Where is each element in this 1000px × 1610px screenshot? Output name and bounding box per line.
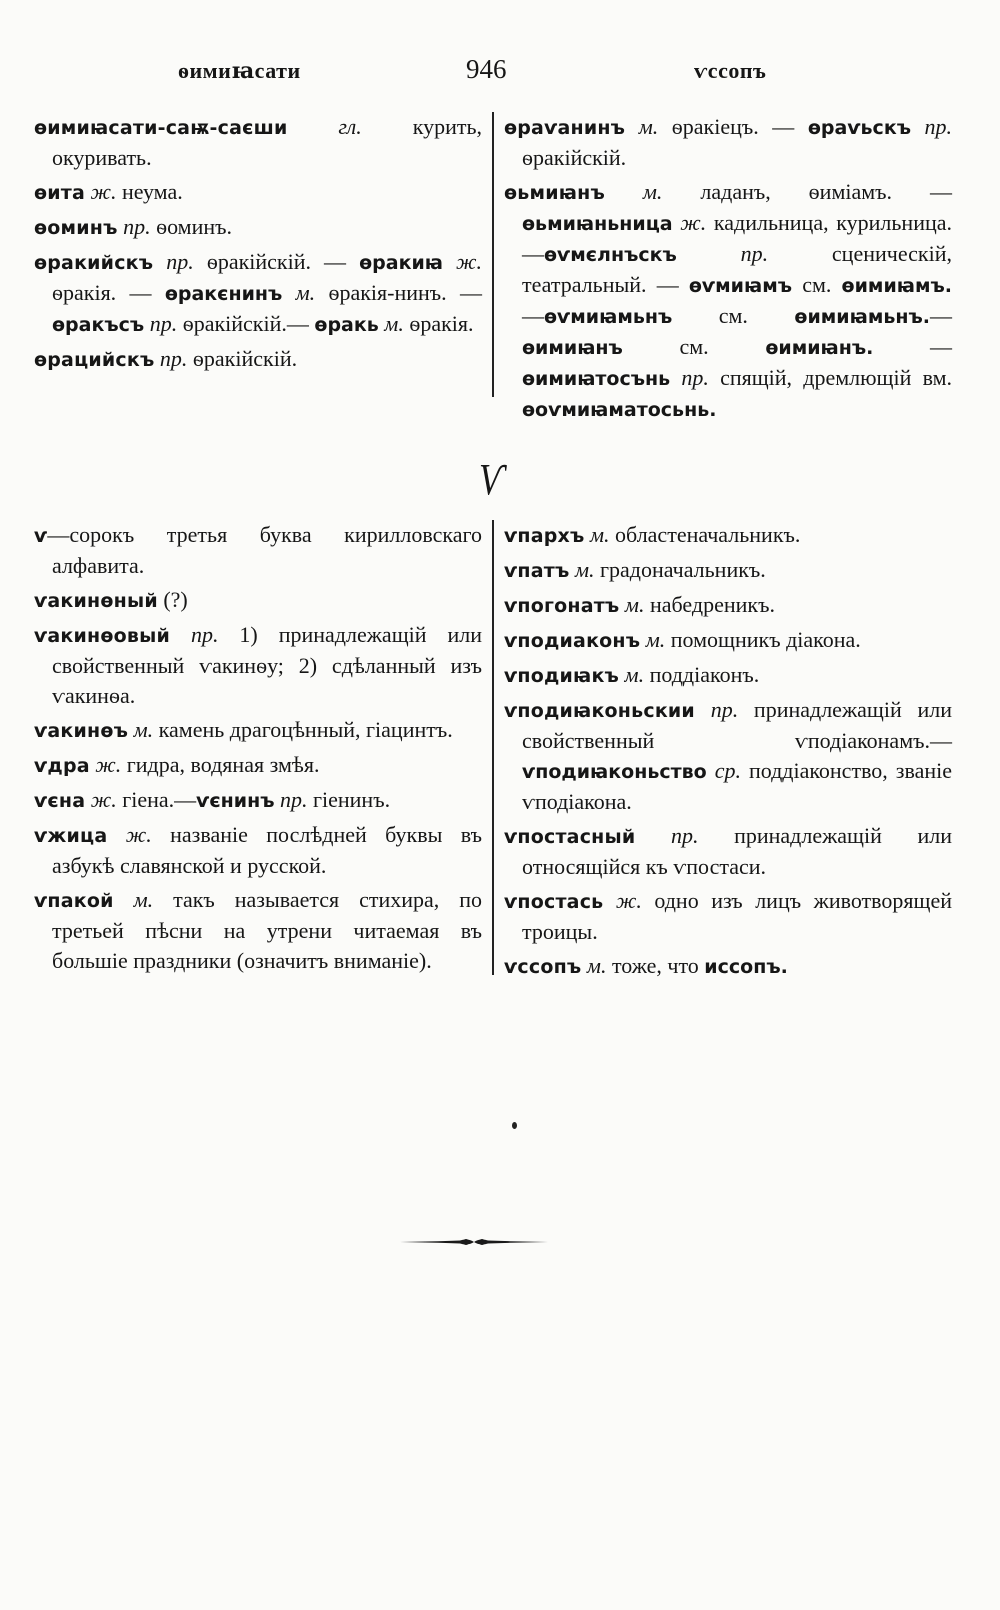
dictionary-entry (34, 715, 482, 746)
definition: ѳоминъ. (150, 214, 232, 239)
definition: ѳракія-нинъ. — (315, 280, 482, 305)
headword: ѵссопъ (504, 956, 582, 978)
definition: гидра, водяная змѣя. (121, 752, 320, 777)
headword: ѵпархъ (504, 525, 585, 547)
definition: поддіаконство, званіе ѵподіакона. (522, 758, 952, 814)
definition: ѳракія. — (52, 280, 152, 305)
column-left (34, 520, 482, 980)
headword: ѳита (34, 182, 85, 204)
dictionary-entry (34, 885, 482, 976)
grammar-label: м. (384, 311, 404, 336)
definition: (?) (157, 587, 188, 612)
column-right (504, 520, 952, 986)
section-letter: Ѵ (478, 455, 503, 504)
definition: помощникъ діакона. (665, 627, 861, 652)
headword: ѳрацийскъ (34, 349, 155, 371)
definition: гіенинъ. (307, 787, 391, 812)
dictionary-entry (34, 520, 482, 581)
column-right (504, 112, 952, 429)
definition: гіена.— (116, 787, 197, 812)
subentry-word: ѳракиꙗ (359, 252, 443, 274)
dictionary-entry (504, 886, 952, 947)
grammar-label: пр. (670, 823, 699, 848)
grammar-label: ж. (90, 787, 117, 812)
dictionary-entry (504, 112, 952, 173)
grammar-label: м. (624, 592, 645, 617)
column-left (34, 112, 482, 379)
grammar-label: м. (645, 627, 666, 652)
definition: ладанъ, ѳиміамъ. — (662, 179, 952, 204)
subentry-word: ѳѵмиꙗмьнъ (544, 306, 673, 328)
definition: принадлежащій или свойственный ѵподіаконамъ.— (522, 697, 953, 753)
definition: одно изъ лицъ животворящей троицы. (522, 888, 952, 944)
dictionary-entry (504, 660, 952, 691)
grammar-label: ж. (615, 888, 642, 913)
definition: курить, окуривать. (52, 114, 482, 170)
page-number: 946 (466, 54, 507, 84)
subentry-word: ѳракєнинъ (164, 283, 283, 305)
dictionary-entry (504, 555, 952, 586)
definition: такъ называется стихира, по третьей пѣсни на утрени читаемая въ большіе праздники (означитъ вниманіе). (52, 887, 482, 973)
entries-block-theta (0, 112, 1000, 421)
dictionary-entry (34, 620, 482, 711)
subentry-word: ѳѵмєлнъскъ (544, 244, 677, 266)
headword: ѵпостась (504, 891, 604, 913)
dictionary-entry (34, 785, 482, 816)
reference-label: см. (718, 303, 748, 328)
end-ornament-icon (398, 1236, 550, 1248)
subentry-word: ѵподиꙗконьство (522, 761, 707, 783)
definition: — (522, 303, 544, 328)
grammar-label: м. (642, 179, 663, 204)
subentry-word: ѳѵмиꙗмъ (688, 275, 793, 297)
subentry-word: ѳраѵьскъ (807, 117, 911, 139)
definition: градоначальникъ. (594, 557, 766, 582)
dictionary-entry (504, 177, 952, 425)
dictionary-entry (504, 520, 952, 551)
dictionary-entry (504, 821, 952, 882)
grammar-label: пр. (159, 346, 188, 371)
grammar-label: пр. (924, 114, 953, 139)
headword: ѳракийскъ (34, 252, 154, 274)
definition: неума. (116, 179, 183, 204)
definition: ѳракіецъ. — (658, 114, 795, 139)
subentry-word: ѳимиꙗмъ. (841, 275, 952, 297)
definition: кадильница, курильница.— (522, 210, 953, 266)
grammar-label: м. (133, 887, 154, 912)
dictionary-entry (34, 112, 482, 173)
dictionary-entry (504, 590, 952, 621)
headword: ѵподиꙗконьскии (504, 700, 695, 722)
grammar-label: м. (574, 557, 595, 582)
definition: принадлежащій или относящійся къ ѵпостаси. (522, 823, 952, 879)
grammar-label: пр. (149, 311, 178, 336)
dictionary-entry (34, 585, 482, 616)
dictionary-entry (34, 212, 482, 243)
reference-label: см. (802, 272, 832, 297)
headword: ѵакинѳный (34, 590, 158, 612)
subentry-word: ѵєнинъ (196, 790, 275, 812)
headword: ѵжица (34, 825, 108, 847)
headword: ѵакинѳъ (34, 720, 129, 742)
grammar-label: м. (133, 717, 154, 742)
subentry-word: ѳимиꙗтосънь (522, 368, 671, 390)
headword: ѳьмиꙗнъ (504, 182, 605, 204)
column-divider (492, 520, 494, 975)
definition: — (930, 303, 952, 328)
headword: ѳоминъ (34, 217, 118, 239)
headword: ѵдра (34, 755, 90, 777)
definition: названіе послѣдней буквы въ азбукѣ славянской и русской. (52, 822, 483, 878)
headword: ѳимиꙗсати-саѭ-саєши (34, 117, 288, 139)
grammar-label: пр. (681, 365, 709, 390)
definition: —сорокъ третья буква кирилловскаго алфавита. (47, 522, 482, 578)
grammar-label: ж. (456, 249, 483, 274)
definition: набедреникъ. (644, 592, 775, 617)
definition: 1) принадлежащій или свойственный ѵакинѳу; 2) сдѣланный изъ ѵакинѳа. (52, 622, 483, 708)
definition: ѳракія. (403, 311, 474, 336)
grammar-label: пр. (279, 787, 308, 812)
dictionary-entry (34, 344, 482, 375)
headword: ѵподиаконъ (504, 630, 641, 652)
grammar-label: пр. (740, 241, 769, 266)
dictionary-entry (34, 247, 482, 340)
running-head-right: ѵссопъ (694, 58, 767, 83)
headword: ѳраѵанинъ (504, 117, 626, 139)
definition: тоже, что (606, 953, 705, 978)
headword: ѵпакой (34, 890, 114, 912)
grammar-label: м. (590, 522, 610, 547)
entries-block-izhitsa (0, 520, 1000, 980)
grammar-label: ж. (95, 752, 122, 777)
subentry-word: ѳимиꙗмьнъ. (794, 306, 930, 328)
grammar-label: пр. (166, 249, 194, 274)
dictionary-entry (34, 750, 482, 781)
subentry-word: ѳракь (314, 314, 379, 336)
column-divider (492, 112, 494, 397)
definition: спящій, дремлющій вм. (708, 365, 952, 390)
subentry-word: ѳоѵмиꙗматосьнь. (522, 399, 717, 421)
grammar-label: ж. (125, 822, 152, 847)
subentry-word: ѳракъсъ (52, 314, 145, 336)
definition: поддіаконъ. (644, 662, 760, 687)
dictionary-entry (504, 625, 952, 656)
dictionary-entry (34, 820, 482, 881)
stray-dot (512, 1122, 517, 1129)
headword: ѵ (34, 525, 48, 547)
definition: ѳракійскій. — (193, 249, 347, 274)
headword: ѵпостасный (504, 826, 636, 848)
headword: ѵпатъ (504, 560, 570, 582)
grammar-label: пр. (710, 697, 739, 722)
definition: сценическій, театральный. — (522, 241, 952, 297)
subentry-word: ѳимиꙗнъ (522, 337, 623, 359)
definition: областеначальникъ. (609, 522, 801, 547)
grammar-label: ср. (714, 758, 741, 783)
headword: ѵподиꙗкъ (504, 665, 620, 687)
running-head (0, 54, 1000, 92)
grammar-label: пр. (123, 214, 151, 239)
dictionary-entry (34, 177, 482, 208)
subentry-word: иссопъ. (704, 956, 788, 978)
grammar-label: м. (638, 114, 659, 139)
running-head-left: ѳимиꙗсати (178, 58, 301, 83)
definition: камень драгоцѣнный, гіацинтъ. (153, 717, 453, 742)
grammar-label: гл. (338, 114, 362, 139)
definition: ѳракійскій. (187, 346, 298, 371)
dictionary-entry (504, 695, 952, 817)
grammar-label: пр. (190, 622, 219, 647)
headword: ѵпогонатъ (504, 595, 620, 617)
grammar-label: м. (624, 662, 645, 687)
headword: ѵакинѳовый (34, 625, 170, 647)
grammar-label: м. (586, 953, 607, 978)
grammar-label: ж. (680, 210, 707, 235)
subentry-word: ѳимиꙗнъ. (765, 337, 874, 359)
headword: ѵєна (34, 790, 86, 812)
definition: — (873, 334, 953, 359)
subentry-word: ѳьмиꙗньница (522, 213, 673, 235)
definition: ѳракійскій.— (177, 311, 309, 336)
grammar-label: ж. (90, 179, 117, 204)
definition: ѳракійскій. (522, 145, 627, 170)
dictionary-entry (504, 951, 952, 982)
reference-label: см. (679, 334, 709, 359)
grammar-label: м. (295, 280, 316, 305)
definition (831, 272, 841, 297)
